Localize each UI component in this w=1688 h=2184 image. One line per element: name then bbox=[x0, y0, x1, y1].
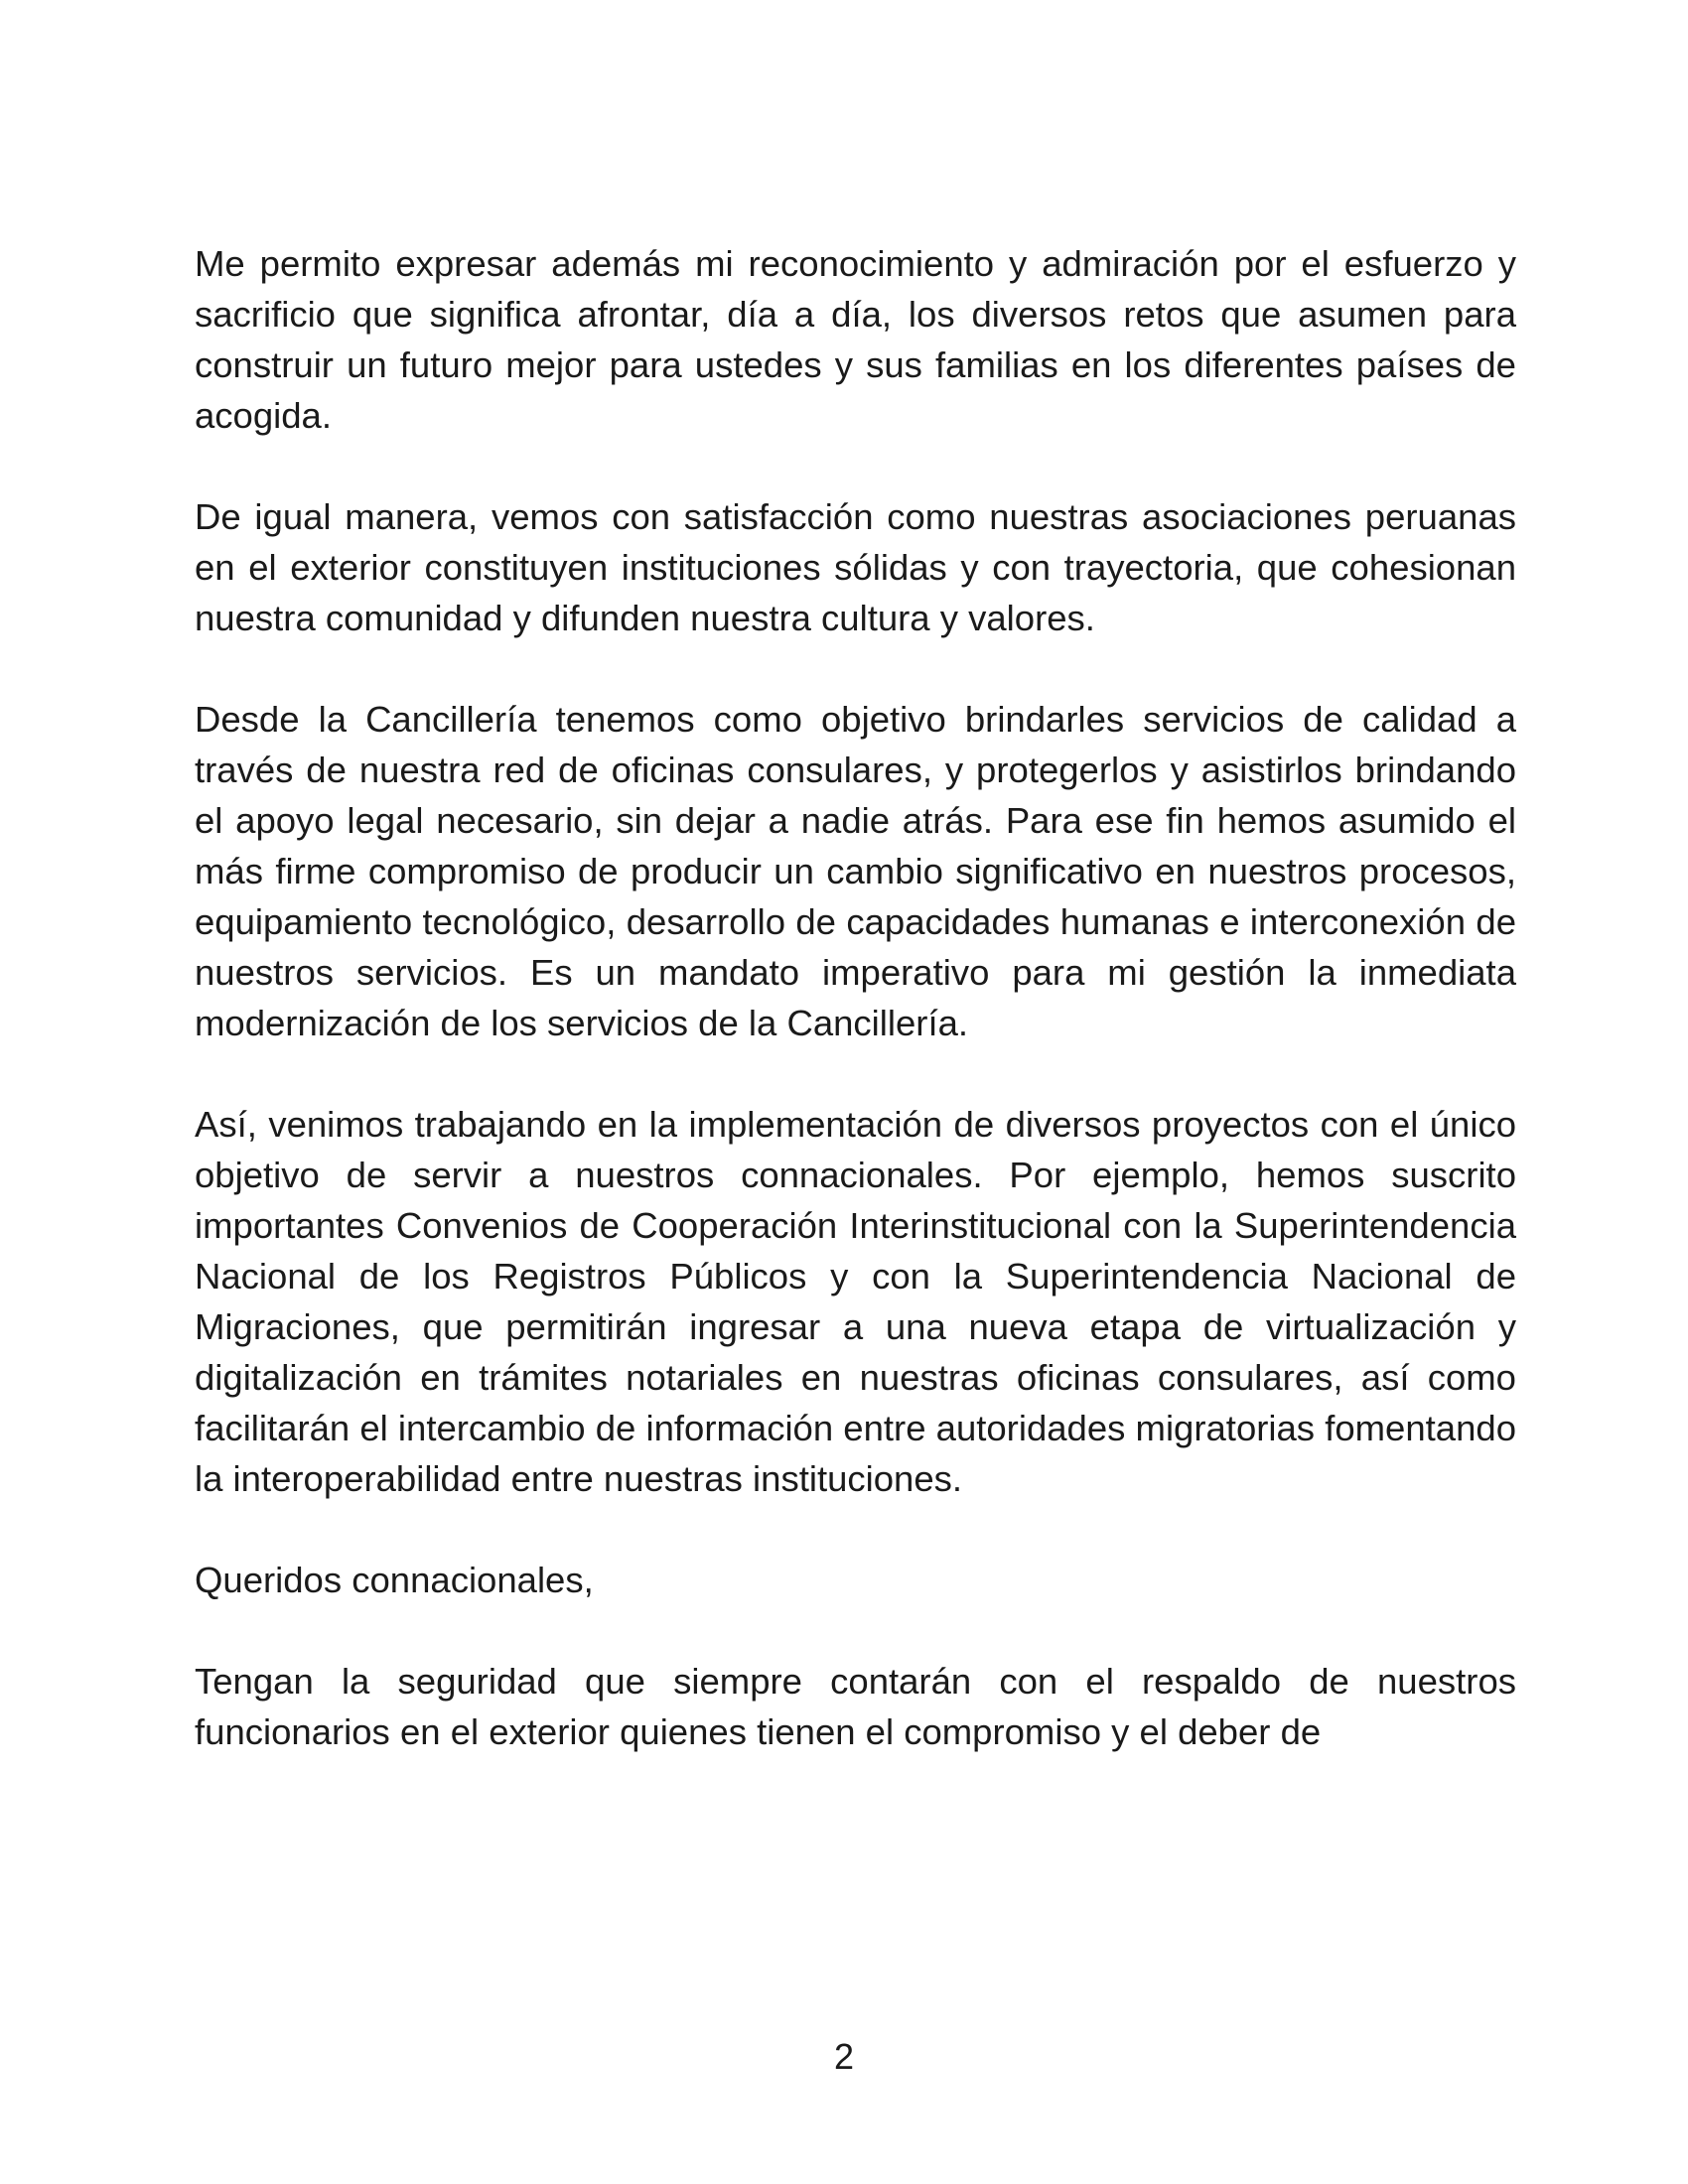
paragraph-associations: De igual manera, vemos con satisfacción como nuestras asociaciones peruanas en el exterior constituyen instituciones sólidas y con trayectoria, que cohesionan nuestra comunidad y difunden nuestra cultura y valores. bbox=[195, 496, 1516, 638]
paragraph-projects: Así, venimos trabajando en la implementación de diversos proyectos con el único objetivo de servir a nuestros connacionales. Por ejemplo, hemos suscrito importantes Convenios de Cooperación Interinstitucional con la Superintendencia Nacional de los Registros Públicos y con la Superintendencia Nacional de Migraciones, que permitirán ingresar a una nueva etapa de virtualización y digitalización en trámites notariales en nuestras oficinas consulares, así como facilitarán el intercambio de información entre autoridades migratorias fomentando la interoperabilidad entre nuestras instituciones. bbox=[195, 1104, 1516, 1499]
paragraph-recognition: Me permito expresar además mi reconocimiento y admiración por el esfuerzo y sacrificio que significa afrontar, día a día, los diversos retos que asumen para construir un futuro mejor para ustedes y sus familias en los diferentes países de acogida. bbox=[195, 243, 1516, 436]
paragraph-assurance: Tengan la seguridad que siempre contarán con el respaldo de nuestros funcionarios en el exterior quienes tienen el compromiso y el deber de bbox=[195, 1661, 1516, 1752]
page-number: 2 bbox=[833, 2036, 855, 2077]
body-text bbox=[195, 238, 1516, 1808]
paragraph-cancilleria-objective: Desde la Cancillería tenemos como objetivo brindarles servicios de calidad a través de nuestra red de oficinas consulares, y protegerlos y asistirlos brindando el apoyo legal necesario, sin dejar a nadie atrás. Para ese fin hemos asumido el más firme compromiso de producir un cambio significativo en nuestros procesos, equipamiento tecnológico, desarrollo de capacidades humanas e interconexión de nuestros servicios. Es un mandato imperativo para mi gestión la inmediata modernización de los servicios de la Cancillería. bbox=[195, 699, 1516, 1043]
paragraph-salutation: Queridos connacionales, bbox=[195, 1560, 594, 1600]
